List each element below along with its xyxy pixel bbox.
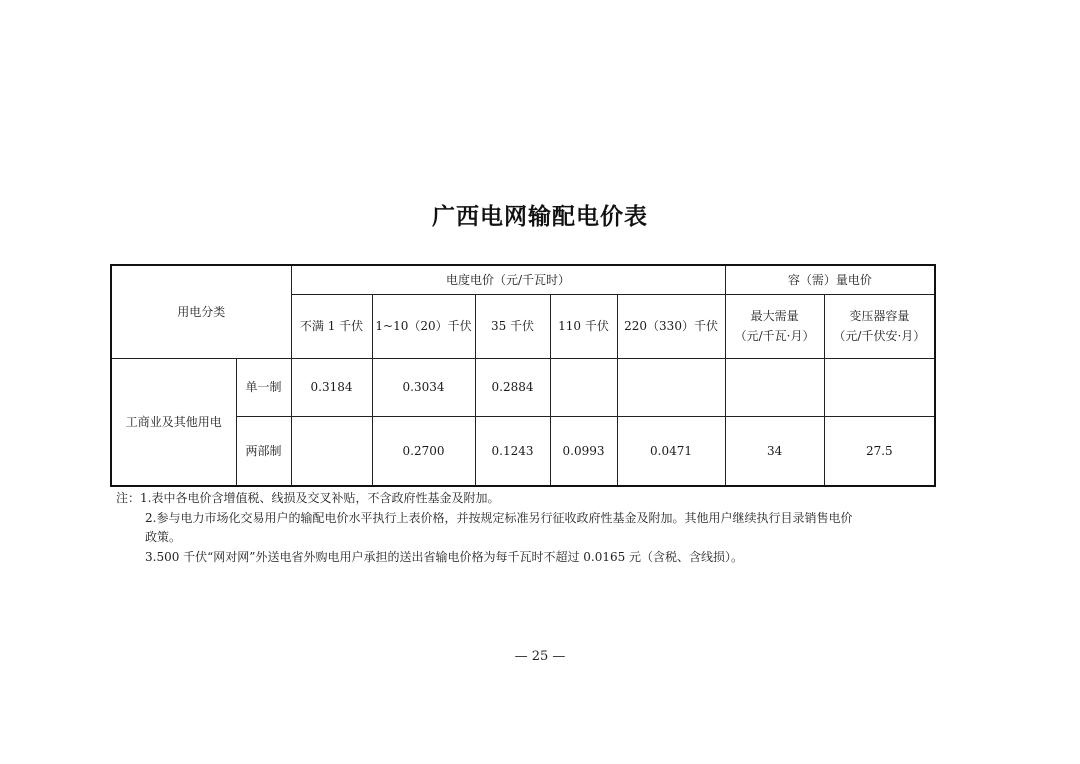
table-row (111, 358, 935, 416)
note-1-text: 1.表中各电价含增值税、线损及交叉补贴，不含政府性基金及附加。 (140, 491, 500, 505)
notes-prefix: 注： (116, 491, 141, 505)
user-category-cell: 工商业及其他用电 (111, 358, 236, 486)
voltage-level-header: 110 千伏 (550, 294, 617, 358)
table-cell (550, 358, 617, 416)
table-cell: 0.3184 (291, 358, 372, 416)
table-cell (617, 358, 725, 416)
row-label: 单一制 (236, 358, 291, 416)
table-cell: 27.5 (824, 416, 935, 486)
voltage-level-header: 35 千伏 (475, 294, 550, 358)
table-notes (116, 489, 946, 567)
table-cell: 0.3034 (372, 358, 475, 416)
capacity-price-header: 容（需）量电价 (725, 265, 935, 294)
row-label: 两部制 (236, 416, 291, 486)
max-demand-header (725, 294, 824, 358)
transformer-capacity-label: 变压器容量 (849, 309, 910, 323)
page-number: — 25 — (514, 649, 566, 664)
voltage-level-header: 1~10（20）千伏 (372, 294, 475, 358)
note-1 (116, 489, 946, 509)
transformer-capacity-unit: （元/千伏安·月） (833, 329, 926, 343)
table-cell: 0.0993 (550, 416, 617, 486)
table-cell: 0.2700 (372, 416, 475, 486)
table-cell (824, 358, 935, 416)
energy-price-header: 电度电价（元/千瓦时） (291, 265, 725, 294)
voltage-level-header: 不满 1 千伏 (291, 294, 372, 358)
max-demand-label: 最大需量 (750, 309, 799, 323)
table-cell: 34 (725, 416, 824, 486)
price-table (110, 264, 936, 487)
note-3: 3.500 千伏“网对网”外送电省外购电用户承担的送出省输电价格为每千瓦时不超过 0.0165 元（含税、含线损）。 (145, 549, 744, 564)
table-cell (291, 416, 372, 486)
table-cell: 0.2884 (475, 358, 550, 416)
max-demand-unit: （元/千瓦·月） (734, 329, 815, 343)
page-title: 广西电网输配电价表 (432, 204, 648, 230)
table-cell (725, 358, 824, 416)
category-header: 用电分类 (111, 265, 291, 358)
transformer-capacity-header (824, 294, 935, 358)
voltage-level-header: 220（330）千伏 (617, 294, 725, 358)
table-cell: 0.0471 (617, 416, 725, 486)
table-cell: 0.1243 (475, 416, 550, 486)
note-2: 2.参与电力市场化交易用户的输配电价水平执行上表价格，并按规定标准另行征收政府性基金及附加。其他用户继续执行目录销售电价 (145, 510, 853, 525)
note-2-continued: 政策。 (145, 530, 182, 544)
table-header-row (111, 265, 935, 294)
